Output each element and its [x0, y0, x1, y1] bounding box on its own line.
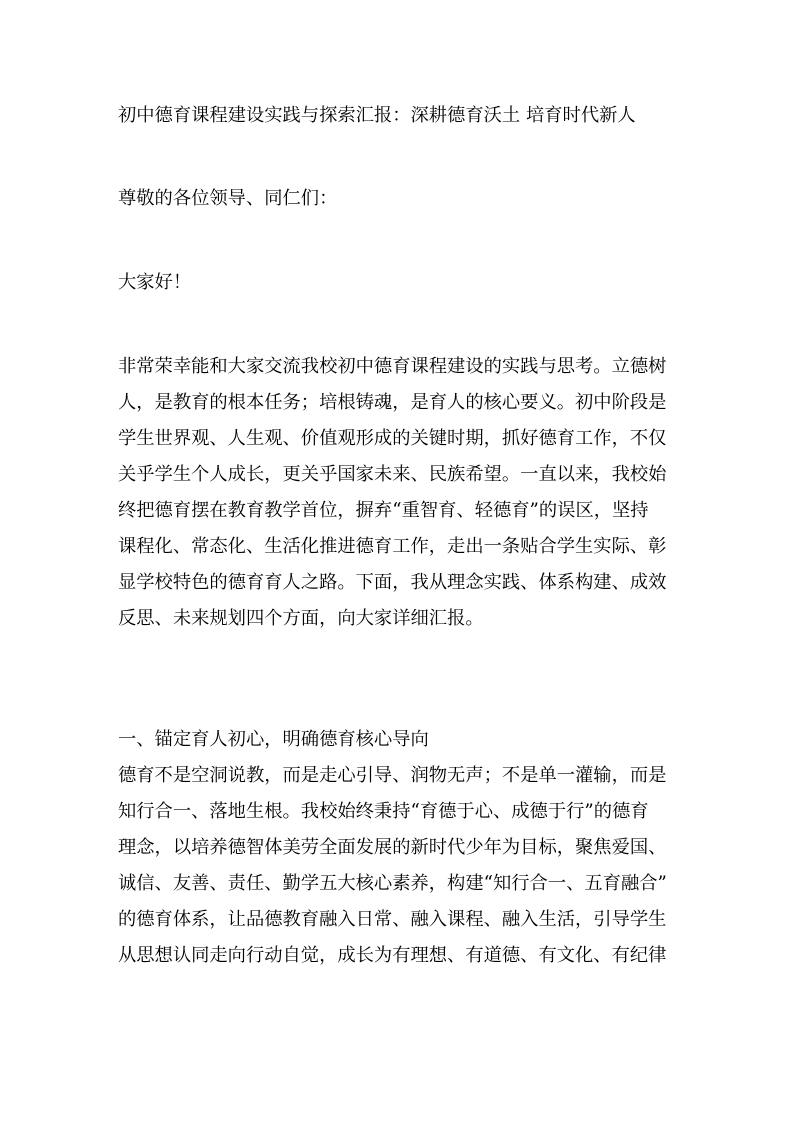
- salutation-line: 大家好！: [118, 272, 192, 293]
- intro-paragraph: [118, 349, 684, 637]
- paragraph-line: 从思想认同走向行动自觉，成长为有理想、有道德、有文化、有纪律: [118, 945, 667, 966]
- title-line: 初中德育课程建设实践与探索汇报：深耕德育沃土 培育时代新人: [118, 105, 636, 126]
- paragraph-line: 非常荣幸能和大家交流我校初中德育课程建设的实践与思考。立德树: [118, 356, 667, 377]
- section-heading: 一、锚定育人初心，明确德育核心导向: [118, 729, 429, 750]
- section-1: [118, 722, 684, 974]
- salutation: [118, 265, 684, 301]
- greeting: [118, 181, 684, 217]
- paragraph-line: 关乎学生个人成长，更关乎国家未来、民族希望。一直以来，我校始: [118, 464, 667, 485]
- paragraph-line: 反思、未来规划四个方面，向大家详细汇报。: [118, 608, 484, 629]
- paragraph-line: 德育不是空洞说教，而是走心引导、润物无声；不是单一灌输，而是: [118, 765, 667, 786]
- paragraph-line: 显学校特色的德育育人之路。下面，我从理念实践、体系构建、成效: [118, 572, 667, 593]
- paragraph-line: 知行合一、落地生根。我校始终秉持“育德于心、成德于行”的德育: [118, 801, 649, 822]
- paragraph-line: 的德育体系，让品德教育融入日常、融入课程、融入生活，引导学生: [118, 909, 667, 930]
- paragraph-line: 人，是教育的根本任务；培根铸魂，是育人的核心要义。初中阶段是: [118, 392, 667, 413]
- greeting-line: 尊敬的各位领导、同仁们：: [118, 188, 338, 209]
- paragraph-line: 终把德育摆在教育教学首位，摒弃“重智育、轻德育”的误区，坚持: [118, 500, 649, 521]
- paragraph-line: 课程化、常态化、生活化推进德育工作，走出一条贴合学生实际、彰: [118, 536, 667, 557]
- paragraph-line: 学生世界观、人生观、价值观形成的关键时期，抓好德育工作，不仅: [118, 428, 667, 449]
- document-title: [118, 98, 684, 134]
- paragraph-line: 理念，以培养德智体美劳全面发展的新时代少年为目标，聚焦爱国、: [118, 837, 667, 858]
- paragraph-line: 诚信、友善、责任、勤学五大核心素养，构建“知行合一、五育融合”: [118, 873, 667, 894]
